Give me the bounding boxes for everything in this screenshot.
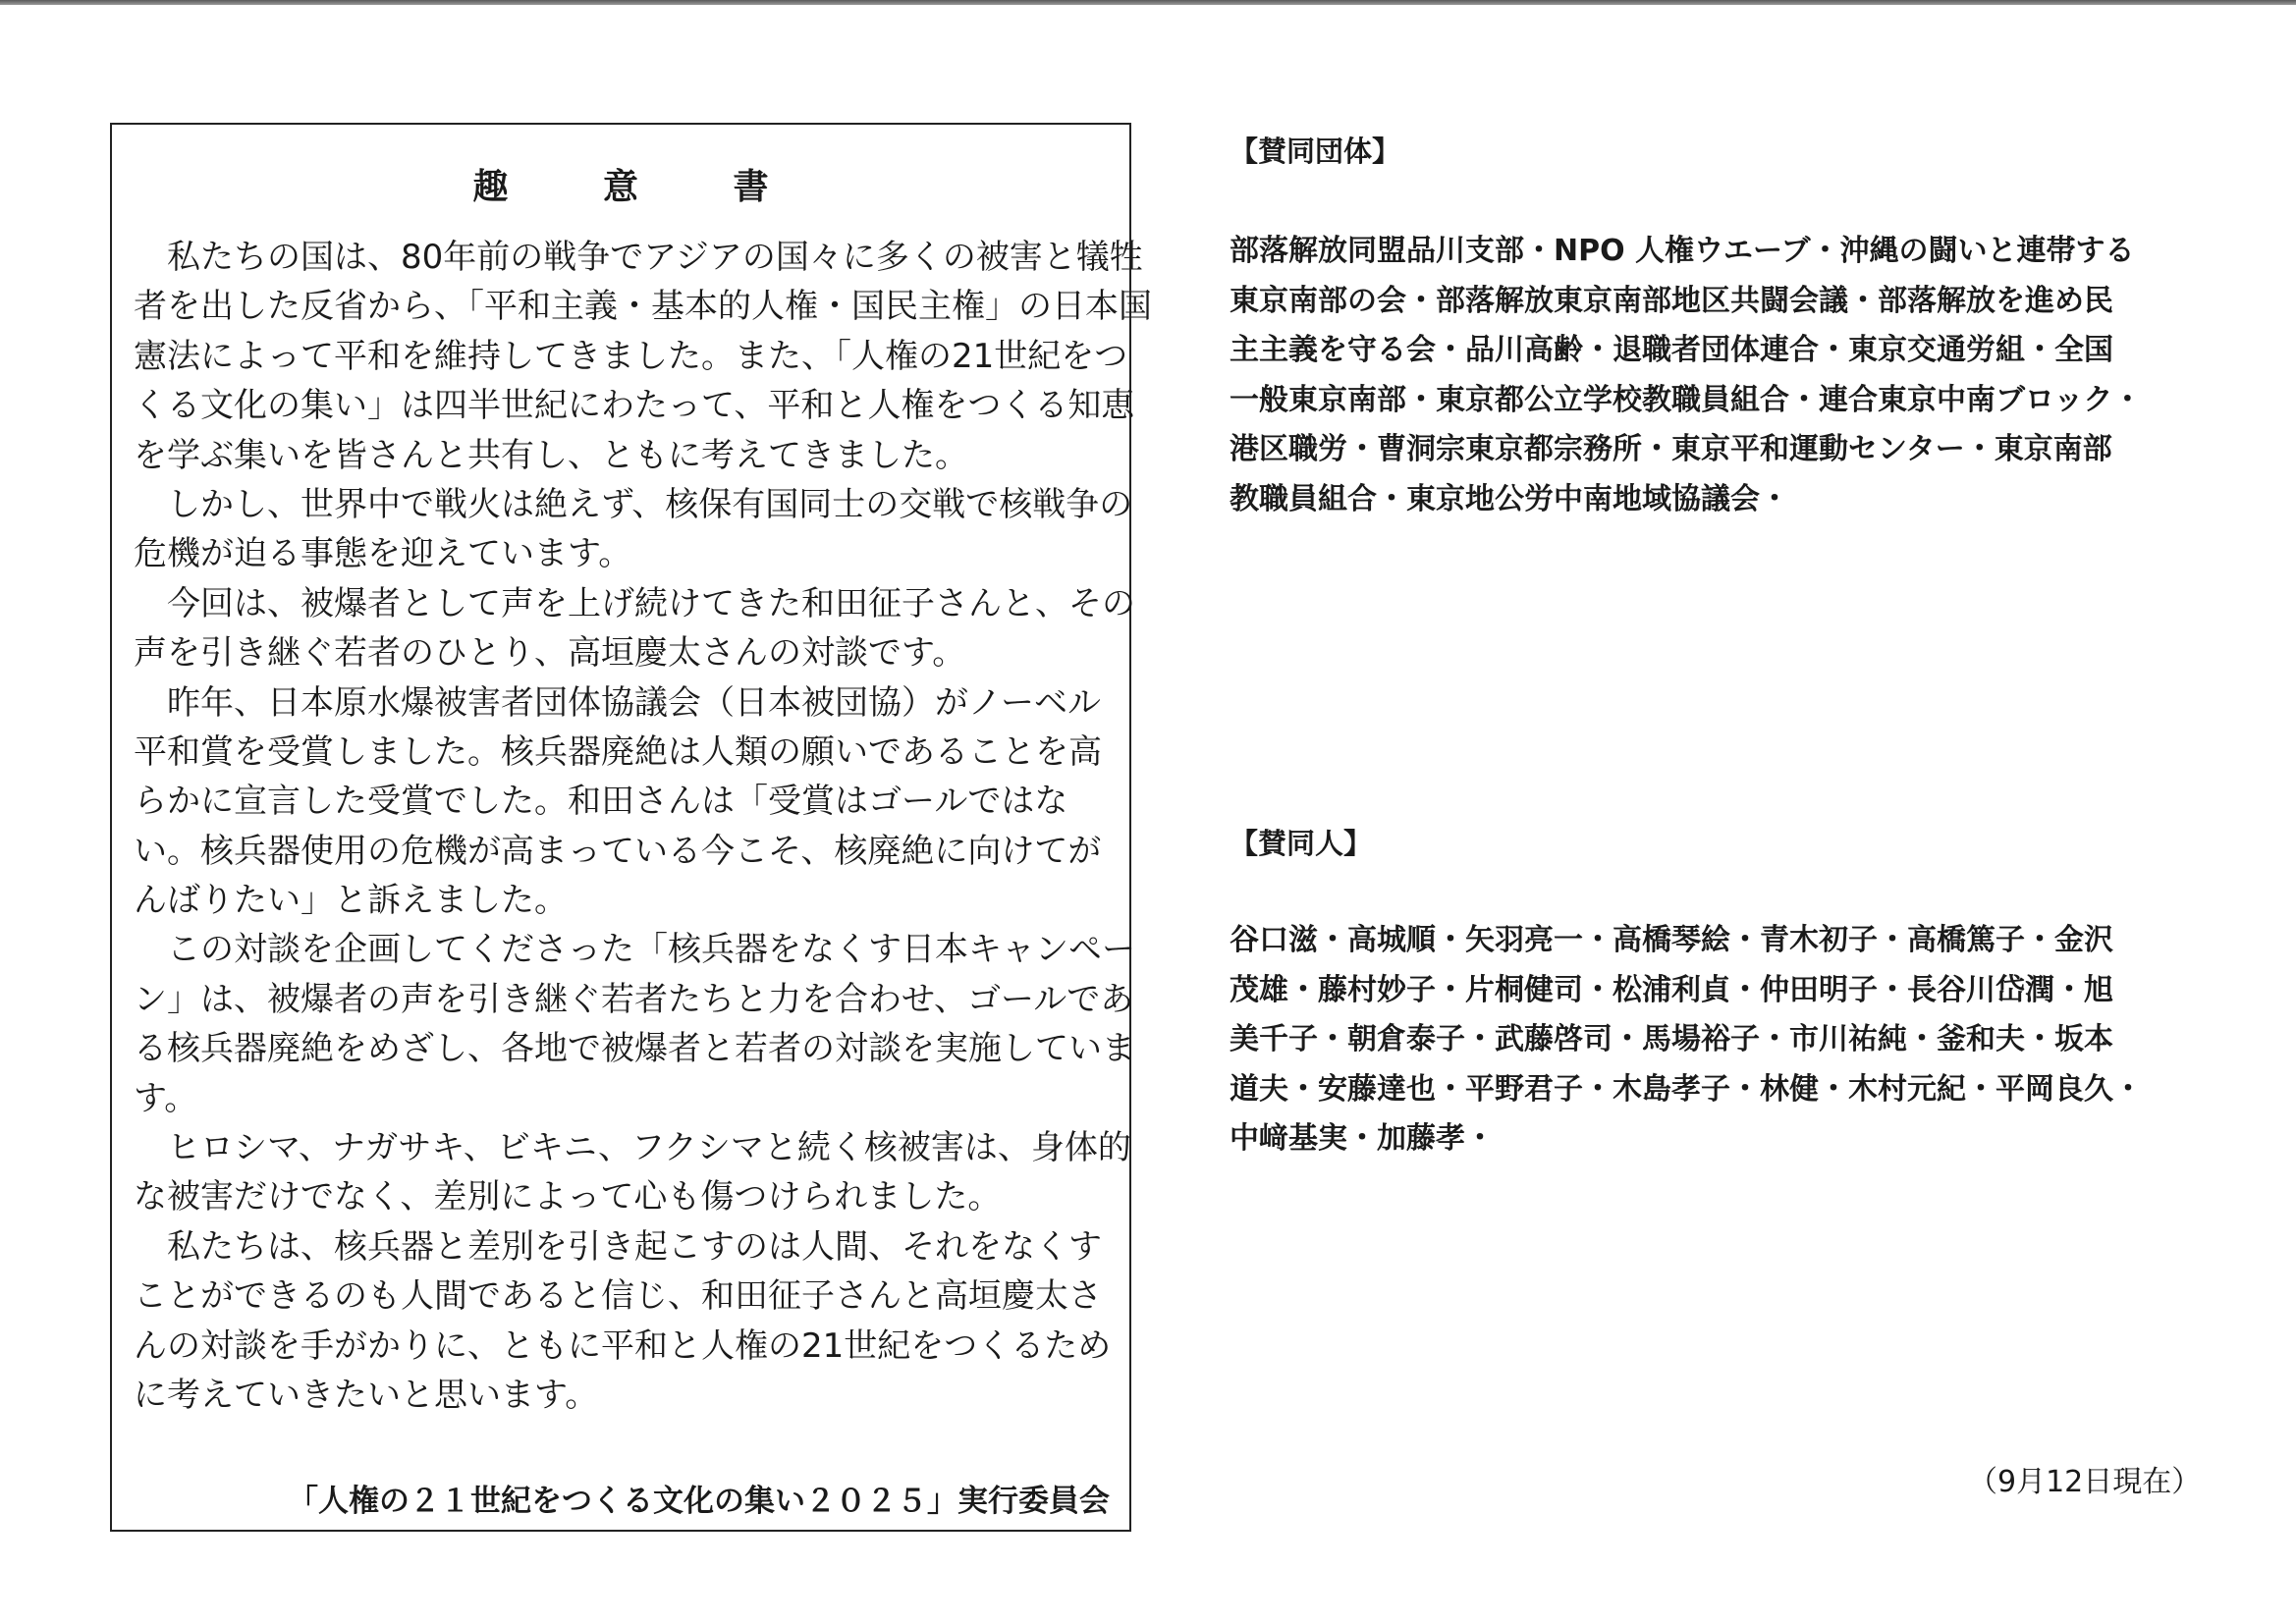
supporting-individuals-line: 中﨑基実・加藤孝・ xyxy=(1230,1121,1495,1156)
supporting-groups-line: 港区職労・曹洞宗東京都宗務所・東京平和運動センター・東京南部 xyxy=(1230,432,2112,466)
statement-line: に考えていきたいと思います。 xyxy=(134,1375,599,1415)
statement-line: 平和賞を受賞しました。核兵器廃絶は人類の願いであることを高 xyxy=(134,731,1102,772)
supporting-groups-heading: 【賛同団体】 xyxy=(1230,135,1401,168)
statement-body xyxy=(134,233,1152,1420)
statement-line: を学ぶ集いを皆さんと共有し、ともに考えてきました。 xyxy=(134,435,968,475)
statement-line: 憲法によって平和を維持してきました。また、「人権の21世紀をつ xyxy=(134,336,1128,376)
statement-line: んばりたい」と訴えました。 xyxy=(134,881,568,921)
supporting-individuals-line: 道夫・安藤達也・平野君子・木島孝子・林健・木村元紀・平岡良久・ xyxy=(1230,1071,2143,1107)
statement-line: 今回は、被爆者として声を上げ続けてきた和田征子さんと、その xyxy=(134,583,1135,623)
supporting-groups-line: 一般東京南部・東京都公立学校教職員組合・連合東京中南ブロック・ xyxy=(1230,382,2143,417)
statement-line: い。核兵器使用の危機が高まっている今こそ、核廃絶に向けてが xyxy=(134,831,1102,871)
statement-line: らかに宣言した受賞でした。和田さんは「受賞はゴールではな xyxy=(134,782,1068,822)
supporting-groups-line: 部落解放同盟品川支部・NPO 人権ウエーブ・沖縄の闘いと連帯する xyxy=(1230,234,2135,268)
as-of-date: （9月12日現在） xyxy=(1968,1465,2202,1499)
statement-line: 昨年、日本原水爆被害者団体協議会（日本被団協）がノーベル xyxy=(134,682,1101,723)
statement-line: る核兵器廃絶をめざし、各地で被爆者と若者の対談を実施していま xyxy=(134,1029,1135,1069)
statement-line: ことができるのも人間であると信じ、和田征子さんと高垣慶太さ xyxy=(134,1276,1102,1317)
supporting-individuals-line: 美千子・朝倉泰子・武藤啓司・馬場裕子・市川祐純・釜和夫・坂本 xyxy=(1230,1022,2113,1056)
statement-line: 私たちの国は、80年前の戦争でアジアの国々に多くの被害と犠牲 xyxy=(134,238,1143,277)
scan-edge xyxy=(0,0,2296,5)
supporting-individuals-line: 茂雄・藤村妙子・片桐健司・松浦利貞・仲田明子・長谷川岱潤・旭 xyxy=(1230,972,2113,1007)
statement-line: 危機が迫る事態を迎えています。 xyxy=(134,534,632,574)
supporting-individuals-line: 谷口滋・高城順・矢羽亮一・高橋琴絵・青木初子・高橋篤子・金沢 xyxy=(1230,923,2113,957)
statement-box xyxy=(110,123,1152,1532)
statement-line: す。 xyxy=(134,1078,198,1118)
supporting-groups-list xyxy=(1230,227,2231,524)
supporting-groups-line: 教職員組合・東京地公労中南地域協議会・ xyxy=(1230,481,1789,516)
statement-line: んの対談を手がかりに、ともに平和と人権の21世紀をつくるため xyxy=(134,1325,1112,1366)
statement-line: しかし、世界中で戦火は絶えず、核保有国同士の交戦で核戦争の xyxy=(134,484,1133,524)
statement-line: この対談を企画してくださった「核兵器をなくす日本キャンペー xyxy=(134,930,1135,970)
statement-line: くる文化の集い」は四半世紀にわたって、平和と人権をつくる知恵 xyxy=(134,386,1135,426)
statement-line: 私たちは、核兵器と差別を引き起こすのは人間、それをなくす xyxy=(134,1226,1102,1267)
statement-line: 者を出した反省から、「平和主義・基本的人権・国民主権」の日本国 xyxy=(134,287,1152,327)
supporting-groups-line: 主主義を守る会・品川高齢・退職者団体連合・東京交通労組・全国 xyxy=(1230,333,2113,367)
supporting-individuals-list xyxy=(1230,916,2231,1164)
statement-line: 声を引き継ぐ若者のひとり、高垣慶太さんの対談です。 xyxy=(134,633,966,674)
statement-line: ン」は、被爆者の声を引き継ぐ若者たちと力を合わせ、ゴールであ xyxy=(134,979,1134,1019)
supporting-groups-line: 東京南部の会・部落解放東京南部地区共闘会議・部落解放を進め民 xyxy=(1230,283,2113,318)
statement-title: 趣 意 書 xyxy=(472,167,810,207)
statement-line: な被害だけでなく、差別によって心も傷つけられました。 xyxy=(134,1177,1002,1217)
committee-signature: 「人権の２１世紀をつくる文化の集い２０２５」実行委員会 xyxy=(288,1484,1110,1519)
supporting-individuals-heading: 【賛同人】 xyxy=(1230,827,1373,860)
statement-line: ヒロシマ、ナガサキ、ビキニ、フクシマと続く核被害は、身体的 xyxy=(134,1128,1131,1168)
